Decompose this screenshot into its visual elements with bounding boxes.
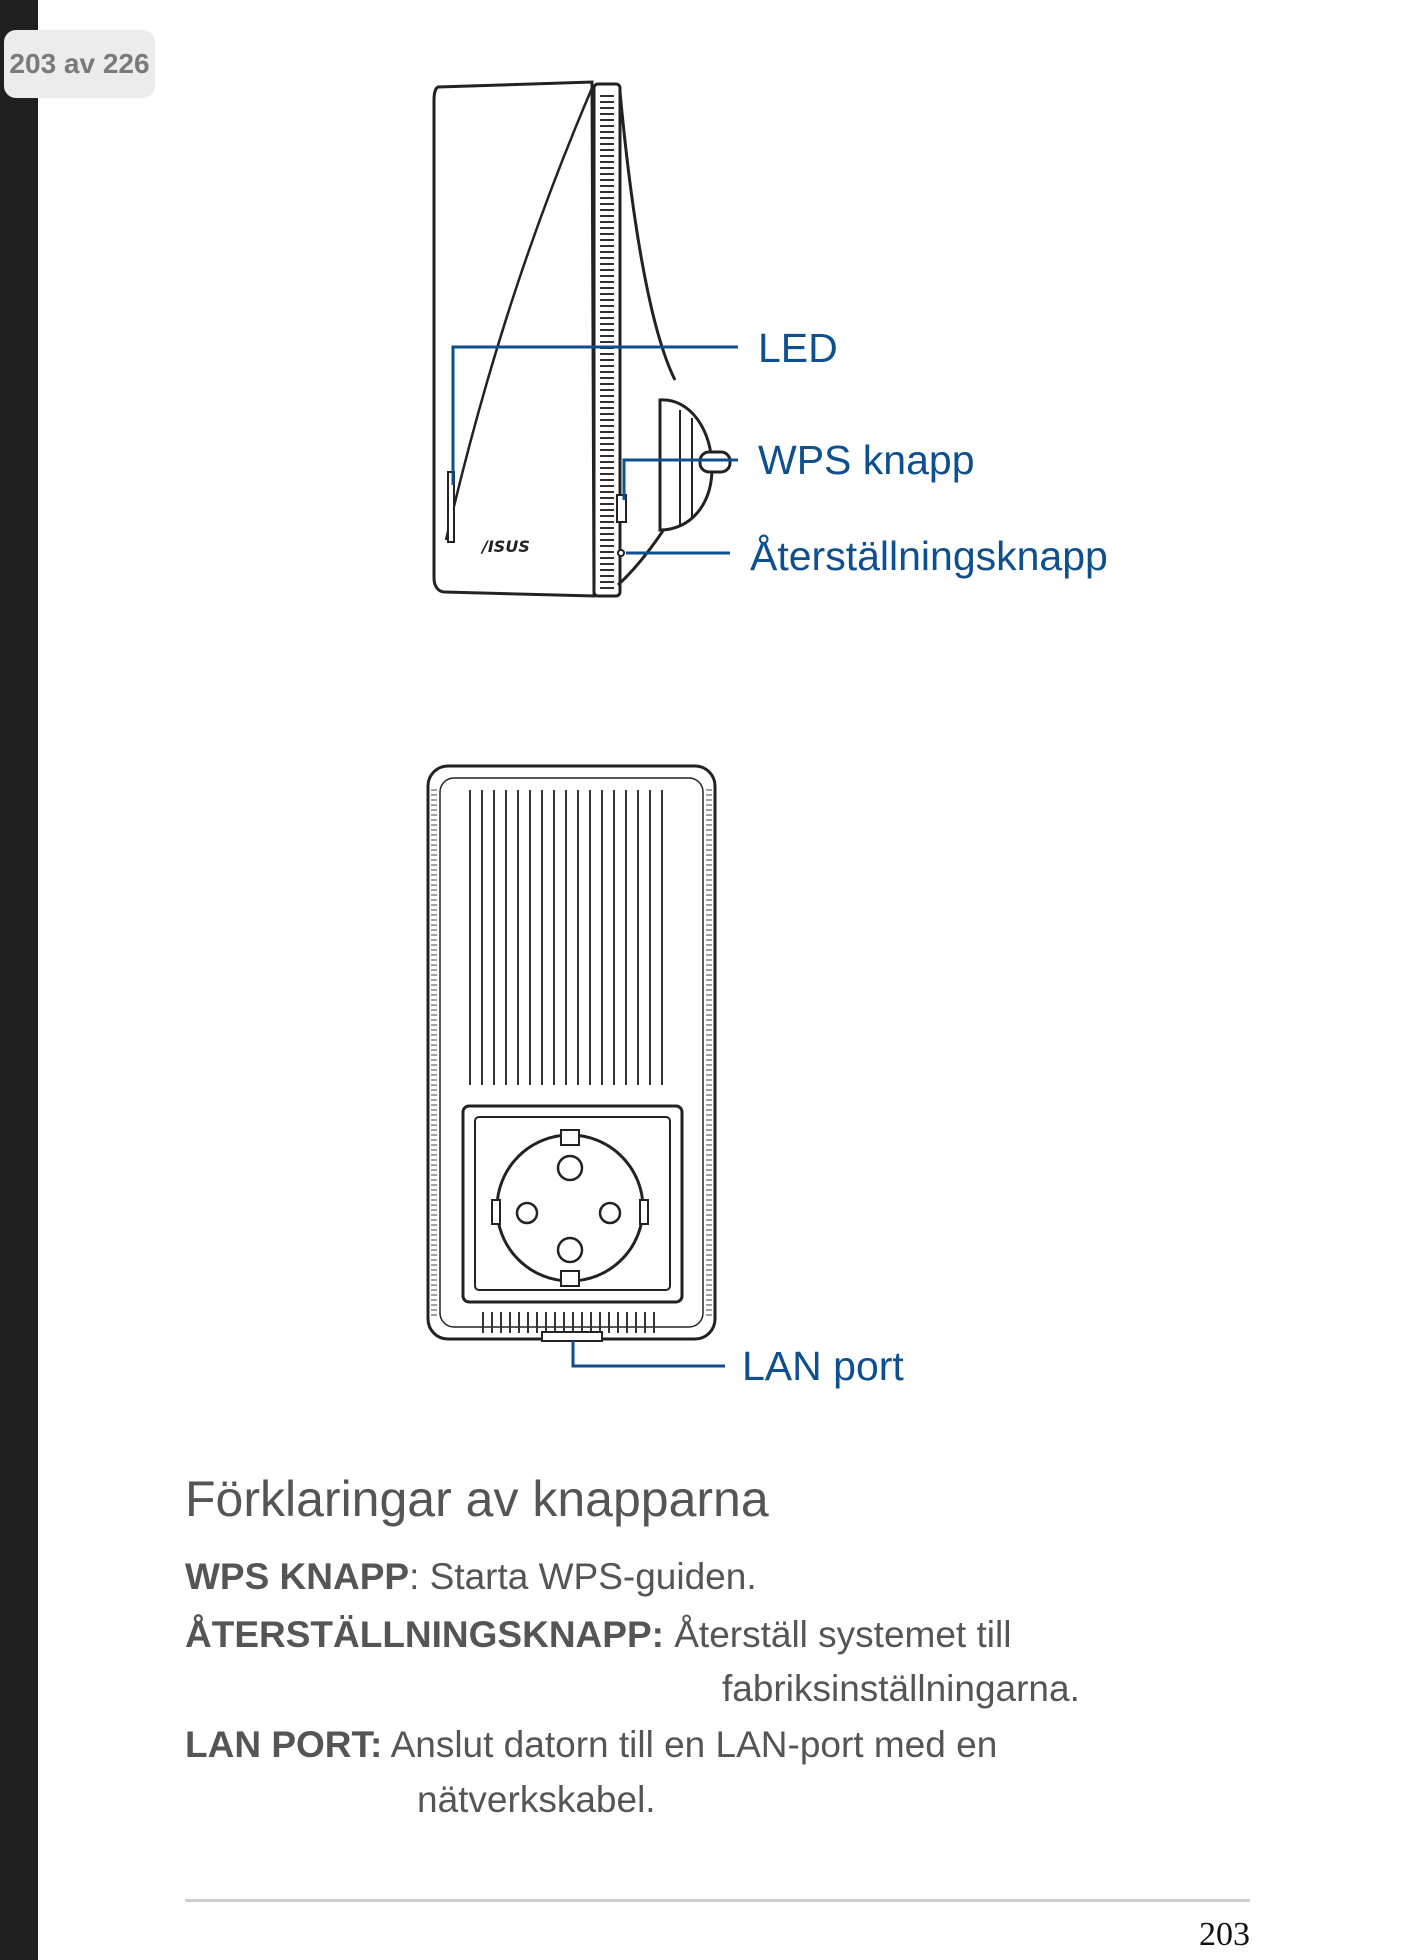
definition-reset (185, 1616, 1011, 1653)
led-label: LED (758, 325, 838, 371)
brand-logo: /ISUS (482, 537, 530, 556)
reset-button-label: Återställningsknapp (750, 533, 1108, 579)
definition-wps (185, 1558, 757, 1595)
lan-callout-line (573, 1341, 725, 1366)
device-back-view (428, 766, 715, 1341)
definition-term: LAN PORT: (185, 1724, 383, 1765)
footer-divider (185, 1899, 1250, 1902)
definition-description: Återställ systemet till (663, 1614, 1012, 1655)
definition-term: WPS KNAPP (185, 1556, 410, 1597)
wps-button-label: WPS knapp (758, 437, 975, 483)
definition-description: Anslut datorn till en LAN-port med en (382, 1724, 998, 1765)
definition-term: ÅTERSTÄLLNINGSKNAPP: (185, 1614, 664, 1655)
page-indicator-badge: 203 av 226 (4, 30, 155, 98)
page-number: 203 (1199, 1916, 1250, 1953)
definition-reset-continued: fabriksinställningarna. (722, 1668, 1080, 1709)
definition-lan (185, 1726, 997, 1763)
section-title: Förklaringar av knapparna (185, 1471, 769, 1527)
definition-description: : Starta WPS-guiden. (409, 1556, 757, 1597)
definition-lan-continued: nätverkskabel. (417, 1779, 656, 1820)
device-side-view (434, 82, 730, 596)
lan-port-label: LAN port (742, 1343, 904, 1389)
